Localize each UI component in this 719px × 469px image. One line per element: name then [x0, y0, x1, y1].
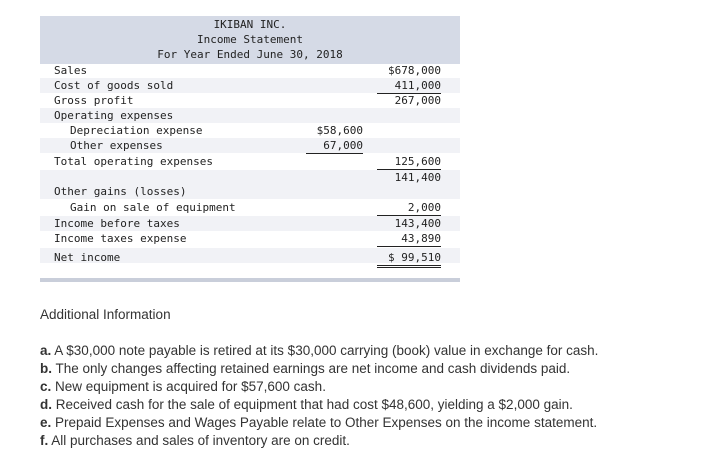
row-total-operating-expenses: [40, 154, 460, 169]
item-letter: e.: [40, 415, 52, 430]
row-total: 43,890: [377, 231, 441, 247]
info-item-c: [40, 378, 710, 396]
row-income-before-taxes: [40, 216, 460, 231]
info-item-d: [40, 396, 710, 414]
info-item-a: [40, 342, 710, 360]
row-income-taxes: [40, 231, 460, 246]
row-total: $678,000: [388, 64, 441, 77]
row-other-expenses: [40, 138, 460, 153]
row-total: 2,000: [377, 200, 441, 216]
statement-period: For Year Ended June 30, 2018: [157, 48, 343, 61]
row-label: Other gains (losses): [54, 185, 187, 198]
row-label: Income taxes expense: [54, 232, 187, 245]
row-total: 141,400: [394, 171, 441, 184]
row-total: 411,000: [377, 78, 441, 94]
statement-bottom-rule: [40, 278, 460, 282]
company-name: IKIBAN INC.: [213, 18, 287, 31]
item-text: All purchases and sales of inventory are on credit.: [51, 433, 350, 448]
statement-title: Income Statement: [197, 33, 303, 46]
row-total: 125,600: [377, 154, 441, 170]
row-total: $ 99,510: [377, 250, 441, 268]
row-cogs: [40, 78, 460, 93]
item-letter: b.: [40, 361, 52, 376]
row-label: Operating expenses: [54, 109, 174, 122]
item-text: Received cash for the sale of equipment that had cost $48,600, yielding a $2,000 gain.: [55, 397, 573, 412]
row-label: Sales: [54, 64, 88, 77]
row-label: Net income: [54, 251, 121, 264]
row-depreciation: [40, 123, 460, 138]
info-item-e: [40, 414, 710, 432]
row-gain-on-sale: [40, 200, 460, 215]
info-item-b: [40, 360, 710, 378]
row-operating-income: [40, 170, 460, 185]
item-text: A $30,000 note payable is retired at its $30,000 carrying (book) value in exchange for cash.: [54, 343, 599, 358]
row-gross-profit: [40, 93, 460, 108]
row-amount: $58,600: [316, 124, 363, 137]
row-label: Cost of goods sold: [54, 79, 174, 92]
item-letter: a.: [40, 343, 52, 358]
item-text: Prepaid Expenses and Wages Payable relate to Other Expenses on the income statement.: [55, 415, 598, 430]
row-operating-expenses: [40, 108, 460, 123]
row-label: Income before taxes: [54, 217, 180, 230]
row-label: Other expenses: [70, 139, 163, 152]
additional-info-title: Additional Information: [40, 307, 171, 322]
statement-header: [40, 16, 460, 64]
row-other-gains: [40, 184, 460, 199]
row-amount: 67,000: [306, 138, 363, 154]
row-net-income: [40, 250, 460, 265]
row-sales: [40, 63, 460, 78]
additional-information: [40, 306, 710, 450]
row-label: Total operating expenses: [54, 155, 213, 168]
income-statement: [40, 16, 460, 282]
row-label: Gross profit: [54, 94, 134, 107]
row-label: Gain on sale of equipment: [70, 201, 236, 214]
item-letter: c.: [40, 379, 52, 394]
item-letter: d.: [40, 397, 52, 412]
info-item-f: [40, 432, 710, 450]
row-total: 267,000: [394, 94, 441, 107]
item-text: New equipment is acquired for $57,600 cash.: [55, 379, 326, 394]
item-letter: f.: [40, 433, 49, 448]
row-total: 143,400: [394, 217, 441, 230]
item-text: The only changes affecting retained earnings are net income and cash dividends paid.: [55, 361, 571, 376]
row-label: Depreciation expense: [70, 124, 203, 137]
